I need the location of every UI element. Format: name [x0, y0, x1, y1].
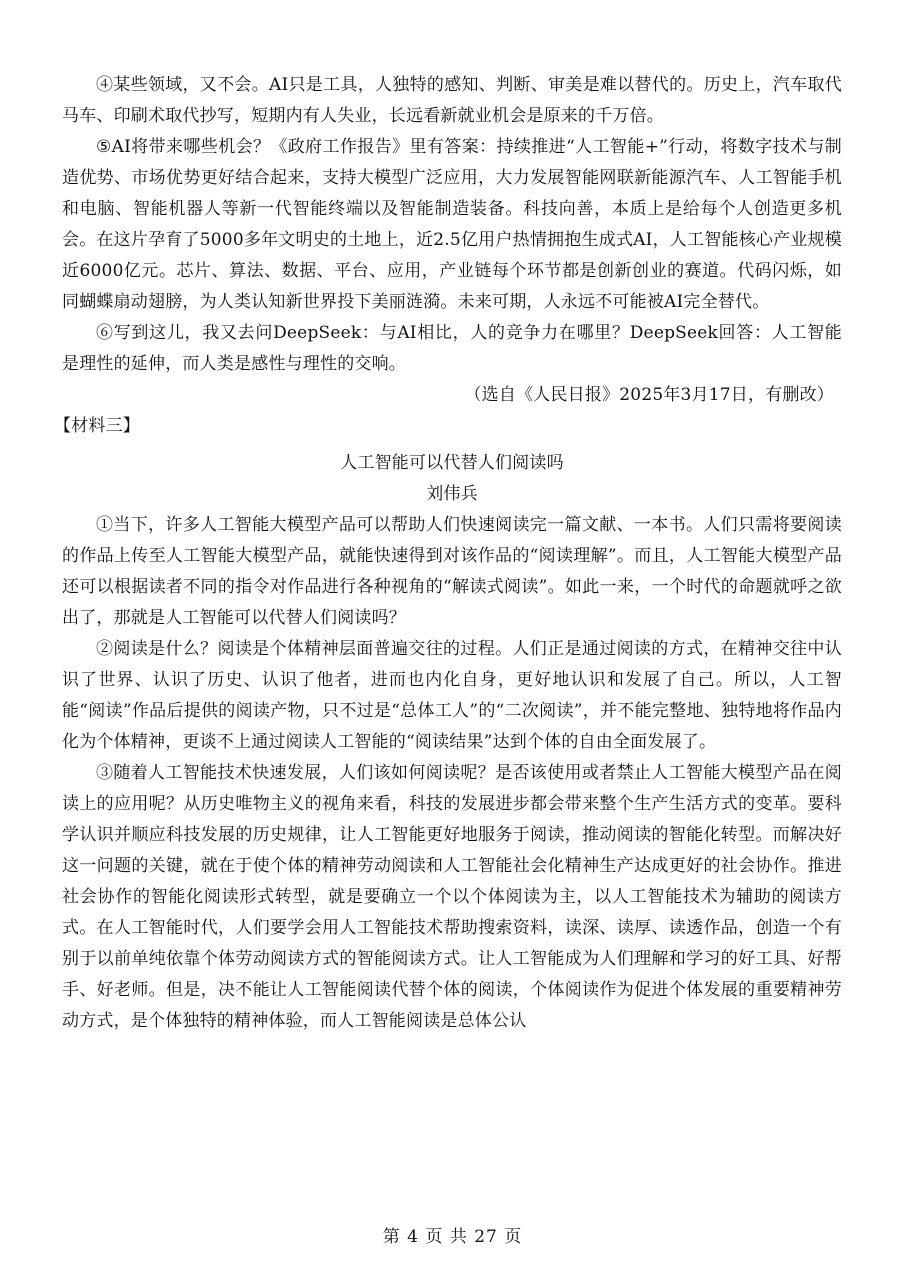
- article-author: 刘伟兵: [426, 484, 478, 504]
- article-paragraph-2: ②阅读是什么？阅读是个体精神层面普遍交往的过程。人们正是通过阅读的方式，在精神交往中认识了世界、认识了历史、认识了他者，进而也内化自身，更好地认识和发展了自己。所以，人工智能“阅读”作品后提供的阅读产物，只不过是“总体工人”的“二次阅读”，并不能完整地、独特地将作品内化为个体精神，更谈不上通过阅读人工智能的“阅读结果”达到个体的自由全面发展了。: [62, 639, 842, 752]
- source-note: （选自《人民日报》2025年3月17日，有删改）: [464, 385, 834, 405]
- paragraph-4: ④某些领域，又不会。AI只是工具，人独特的感知、判断、审美是难以替代的。历史上，汽车取代马车、印刷术取代抄写，短期内有人失业，长远看新就业机会是原来的千万倍。: [62, 75, 842, 126]
- section-label: 【材料三】: [54, 416, 140, 436]
- article-paragraph-3: ③随着人工智能技术快速发展，人们该如何阅读呢？是否该使用或者禁止人工智能大模型产品在阅读上的应用呢？从历史唯物主义的视角来看，科技的发展进步都会带来整个生产生活方式的变革。要科学认识并顺应科技发展的历史规律，让人工智能更好地服务于阅读，推动阅读的智能化转型。而解决好这一问题的关键，就在于使个体的精神劳动阅读和人工智能社会化精神生产达成更好的社会协作。推进社会协作的智能化阅读形式转型，就是要确立一个以个体阅读为主，以人工智能技术为辅助的阅读方式。在人工智能时代，人们要学会用人工智能技术帮助搜索资料，读深、读厚、读透作品，创造一个有别于以前单纯依靠个体劳动阅读方式的智能阅读方式。让人工智能成为人们理解和学习的好工具、好帮手、好老师。但是，决不能让人工智能阅读代替个体的阅读，个体阅读作为促进个体发展的重要精神劳动方式，是个体独特的精神体验，而人工智能阅读是总体公认: [62, 763, 842, 1031]
- paragraph-6: ⑥写到这儿，我又去问DeepSeek：与AI相比，人的竞争力在哪里？DeepSeek回答：人工智能是理性的延伸，而人类是感性与理性的交响。: [62, 323, 842, 374]
- paragraph-5: ⑤AI将带来哪些机会？《政府工作报告》里有答案：持续推进“人工智能+”行动，将数字技术与制造优势、市场优势更好结合起来，支持大模型广泛应用，大力发展智能网联新能源汽车、人工智能手机和电脑、智能机器人等新一代智能终端以及智能制造装备。科技向善，本质上是给每个人创造更多机会。在这片孕育了5000多年文明史的土地上，近2.5亿用户热情拥抱生成式AI，人工智能核心产业规模近6000亿元。芯片、算法、数据、平台、应用，产业链每个环节都是创新创业的赛道。代码闪烁，如同蝴蝶扇动翅膀，为人类认知新世界投下美丽涟漪。未来可期，人永远不可能被AI完全替代。: [62, 137, 842, 312]
- page-content: [54, 70, 842, 1037]
- article-paragraph-1: ①当下，许多人工智能大模型产品可以帮助人们快速阅读完一篇文献、一本书。人们只需将要阅读的作品上传至人工智能大模型产品，就能快速得到对该作品的“阅读理解”。而且，人工智能大模型产品还可以根据读者不同的指令对作品进行各种视角的“解读式阅读”。如此一来，一个时代的命题就呼之欲出了，那就是人工智能可以代替人们阅读吗？: [62, 515, 842, 628]
- article-title: 人工智能可以代替人们阅读吗: [340, 453, 564, 473]
- page-footer: 第 4 页 共 27 页: [382, 1227, 523, 1247]
